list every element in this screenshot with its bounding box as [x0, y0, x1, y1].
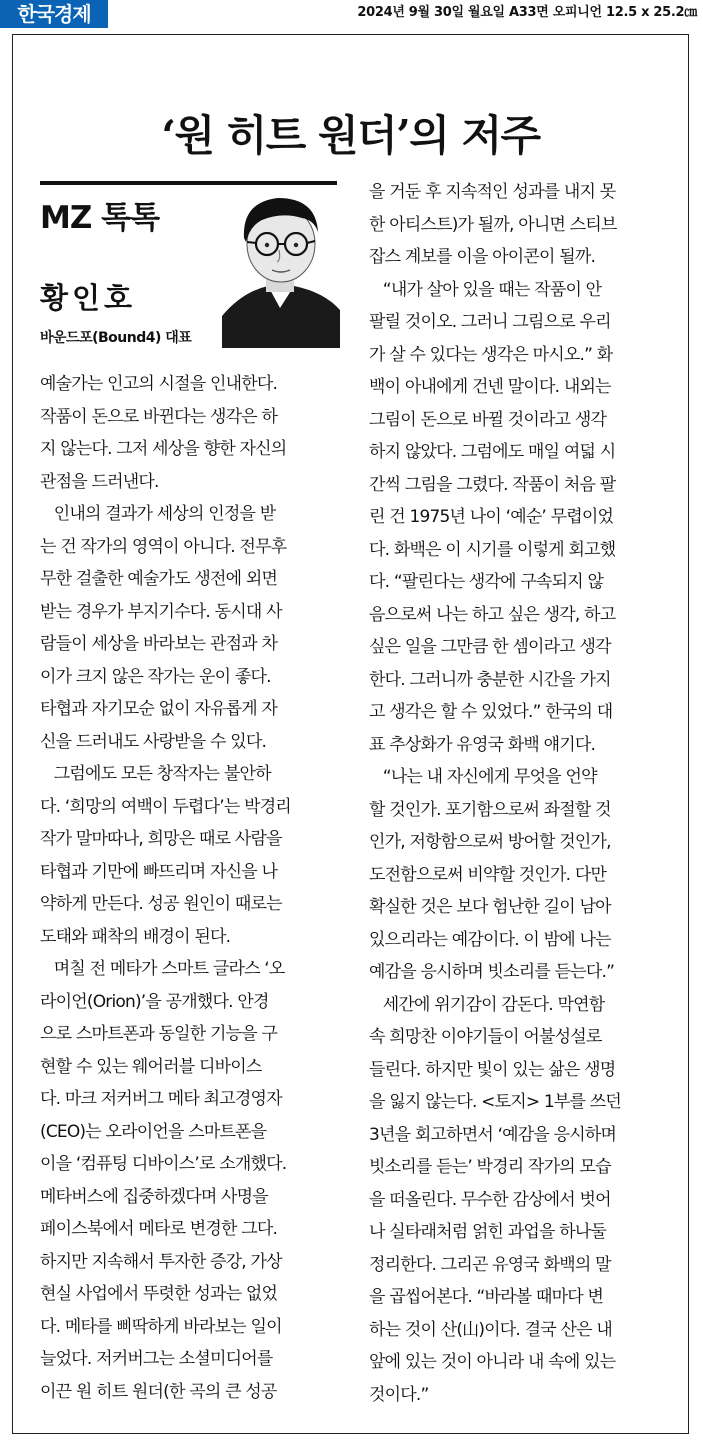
- body-text-line: 앞에 있는 것이 아니라 내 속에 있는: [369, 1352, 616, 1372]
- body-text-line: 정리한다. 그리곤 유영국 화백의 말: [369, 1254, 611, 1275]
- masthead-bar: [0, 0, 703, 28]
- body-text-line: 으로 스마트폰과 동일한 기능을 구: [40, 1024, 278, 1044]
- body-text-line: 팔릴 것이오. 그러니 그림으로 우리: [369, 312, 611, 332]
- body-text-line: 한 아티스트)가 될까, 아니면 스티브: [369, 214, 617, 235]
- body-text-line: 이가 크지 않은 작가는 운이 좋다.: [40, 666, 271, 687]
- body-text-line: 하지 않았다. 그럼에도 매일 여덟 시: [369, 442, 616, 462]
- body-text-line: 세간에 위기감이 감돈다. 막연함: [369, 994, 605, 1015]
- body-text-line: 다. 마크 저커버그 메타 최고경영자: [40, 1089, 282, 1109]
- body-text-line: 무한 걸출한 예술가도 생전에 외면: [40, 569, 278, 589]
- body-text-line: 예감을 응시하며 빗소리를 듣는다.”: [369, 962, 615, 982]
- body-text-line: 잡스 계보를 이을 아이콘이 될까.: [369, 247, 596, 267]
- body-text-line: 도태와 패착의 배경이 된다.: [40, 926, 231, 947]
- body-text-line: 예술가는 인고의 시절을 인내한다.: [40, 374, 278, 394]
- body-text-line: 메타버스에 집중하겠다며 사명을: [40, 1186, 268, 1207]
- body-text-line: 타협과 자기모순 없이 자유롭게 자: [40, 699, 278, 719]
- body-text-line: 이을 ‘컴퓨팅 디바이스’로 소개했다.: [40, 1154, 287, 1174]
- body-text-line: 그럼에도 모든 창작자는 불안하: [40, 764, 271, 784]
- body-text-line: 싶은 일을 그만큼 한 셈이라고 생각: [369, 637, 611, 657]
- body-text-line: 음으로써 나는 하고 싶은 생각, 하고: [369, 604, 616, 625]
- body-text-line: 할 것인가. 포기함으로써 좌절할 것: [369, 799, 611, 820]
- body-text-line: 한다. 그러니까 충분한 시간을 가지: [369, 669, 611, 690]
- body-text-line: 속 희망찬 이야기들이 어불성설로: [369, 1027, 602, 1047]
- body-text-line: 가 살 수 있다는 생각은 마시오.” 화: [369, 344, 613, 365]
- body-text-line: 빗소리를 듣는’ 박경리 작가의 모습: [369, 1157, 611, 1177]
- body-text-line: 그림이 돈으로 바뀔 것이라고 생각: [369, 409, 607, 430]
- newspaper-logo: 한국경제: [0, 0, 108, 28]
- body-text-line: 인내의 결과가 세상의 인정을 받: [40, 504, 276, 524]
- body-text-line: 현할 수 있는 웨어러블 디바이스: [40, 1056, 262, 1077]
- body-text-line: 을 떠올린다. 무수한 감상에서 벗어: [369, 1189, 611, 1210]
- author-photo: [222, 188, 340, 348]
- body-text-line: 들린다. 하지만 빛이 있는 삶은 생명: [369, 1059, 616, 1080]
- body-text-line: 것이다.”: [369, 1384, 429, 1405]
- article-body-left-column: [40, 368, 340, 1408]
- body-text-line: 린 건 1975년 나이 ‘예순’ 무렵이었: [369, 507, 614, 527]
- body-text-line: 하는 것이 산(山)이다. 결국 산은 내: [369, 1319, 612, 1340]
- body-text-line: 백이 아내에게 건넨 말이다. 내외는: [369, 377, 611, 397]
- author-name: 황인호: [40, 281, 137, 315]
- body-text-line: 타협과 기만에 빠뜨리며 자신을 나: [40, 861, 278, 882]
- body-text-line: 있으리라는 예감이다. 이 밤에 나는: [369, 929, 611, 950]
- publication-meta: 2024년 9월 30일 월요일 A33면 오피니언 12.5 x 25.2㎝: [357, 5, 697, 20]
- series-title: MZ 톡톡: [40, 200, 160, 236]
- headline: ‘원 히트 원더’의 저주: [161, 111, 540, 161]
- body-text-line: 3년을 회고하면서 ‘예감을 응시하며: [369, 1124, 617, 1145]
- body-text-line: 약하게 만든다. 성공 원인이 때로는: [40, 894, 282, 914]
- body-text-line: 작품이 돈으로 바뀐다는 생각은 하: [40, 406, 278, 427]
- body-text-line: 고 생각은 할 수 있었다.” 한국의 대: [369, 702, 613, 722]
- body-text-line: 다. 화백은 이 시기를 이렇게 회고했: [369, 539, 616, 560]
- body-text-line: 확실한 것은 보다 험난한 길이 남아: [369, 897, 611, 917]
- body-text-line: 받는 경우가 부지기수다. 동시대 사: [40, 601, 282, 622]
- column-rule: [40, 181, 337, 185]
- body-text-line: 을 곱씹어본다. “바라볼 때마다 변: [369, 1287, 604, 1307]
- body-text-line: 하지만 지속해서 투자한 증강, 가상: [40, 1251, 282, 1272]
- body-text-line: 인가, 저항함으로써 방어할 것인가,: [369, 832, 611, 852]
- body-text-line: 며칠 전 메타가 스마트 글라스 ‘오: [40, 959, 285, 979]
- body-text-line: 이끈 원 히트 원더(한 곡의 큰 성공: [40, 1381, 277, 1402]
- body-text-line: 작가 말마따나, 희망은 때로 사람을: [40, 829, 282, 849]
- author-affiliation: 바운드포(Bound4) 대표: [40, 330, 192, 346]
- body-text-line: 현실 사업에서 뚜렷한 성과는 없었: [40, 1284, 278, 1304]
- body-text-line: 표 추상화가 유영국 화백 얘기다.: [369, 734, 596, 755]
- body-text-line: 페이스북에서 메타로 변경한 그다.: [40, 1219, 278, 1239]
- body-text-line: 늘었다. 저커버그는 소셜미디어를: [40, 1349, 273, 1369]
- body-text-line: 지 않는다. 그저 세상을 향한 자신의: [40, 439, 287, 459]
- article-body-right-column: [369, 176, 669, 1411]
- author-portrait-illustration: [222, 188, 340, 348]
- body-text-line: 간씩 그림을 그렸다. 작품이 처음 팔: [369, 474, 616, 495]
- body-text-line: “나는 내 자신에게 무엇을 언약: [369, 767, 597, 787]
- body-text-line: 다. ‘희망의 여백이 두렵다’는 박경리: [40, 796, 291, 817]
- body-text-line: 을 거둔 후 지속적인 성과를 내지 못: [369, 182, 616, 202]
- body-text-line: 는 건 작가의 영역이 아니다. 전무후: [40, 536, 287, 557]
- body-text-line: 람들이 세상을 바라보는 관점과 차: [40, 634, 278, 654]
- body-text-line: 다. “팔린다는 생각에 구속되지 않: [369, 572, 604, 592]
- body-text-line: “내가 살아 있을 때는 작품이 안: [369, 279, 602, 300]
- body-text-line: 신을 드러내도 사랑받을 수 있다.: [40, 731, 267, 752]
- body-text-line: 라이언(Orion)’을 공개했다. 안경: [40, 991, 269, 1012]
- body-text-line: (CEO)는 오라이언을 스마트폰을: [40, 1121, 267, 1142]
- body-text-line: 관점을 드러낸다.: [40, 471, 159, 492]
- body-text-line: 도전함으로써 비약할 것인가. 다만: [369, 864, 607, 885]
- body-text-line: 다. 메타를 삐딱하게 바라보는 일이: [40, 1316, 282, 1337]
- body-text-line: 을 잃지 않는다. <토지> 1부를 쓰던: [369, 1092, 621, 1112]
- body-text-line: 나 실타래처럼 얽힌 과업을 하나둘: [369, 1222, 607, 1242]
